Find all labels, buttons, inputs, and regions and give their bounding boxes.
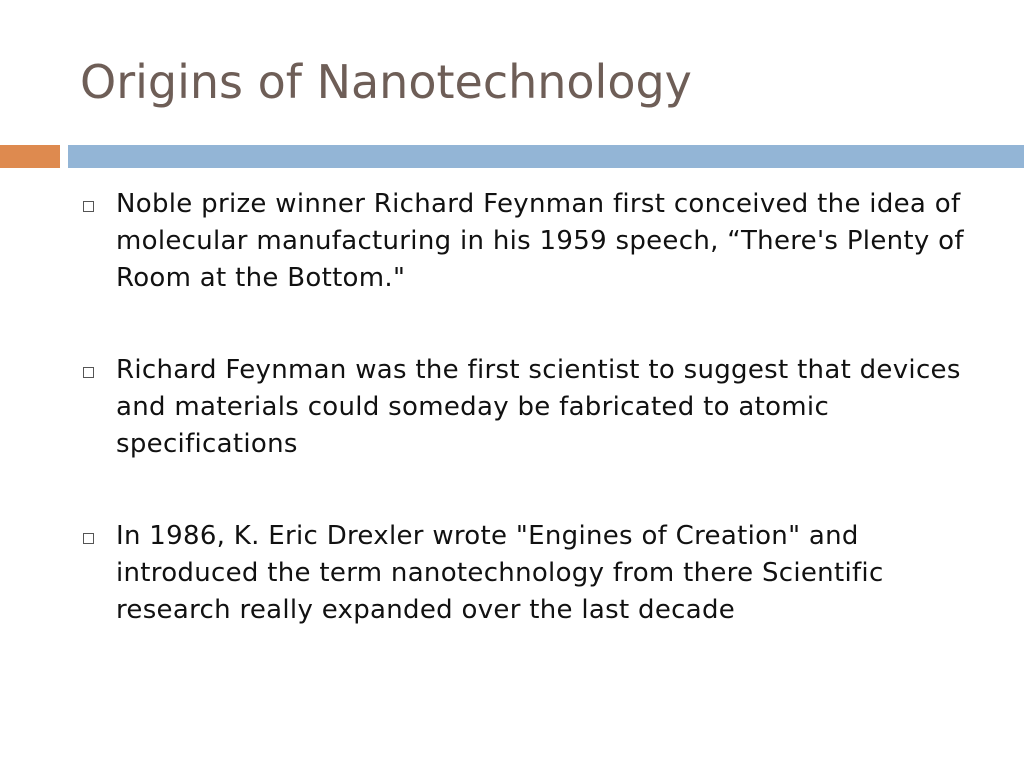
bullet-item — [80, 186, 980, 297]
bullet-list — [80, 186, 980, 684]
bullet-text: Noble prize winner Richard Feynman first conceived the idea of molecular manufacturing in his 1959 speech, “There's Plenty of Room at the Bottom." — [116, 189, 964, 293]
bullet-item — [80, 518, 980, 629]
square-bullet-icon — [83, 367, 94, 378]
accent-bar-blue — [68, 145, 1024, 168]
bullet-text: In 1986, K. Eric Drexler wrote "Engines of Creation" and introduced the term nanotechnology from there Scientific research really expanded over the last decade — [116, 521, 884, 625]
bullet-text: Richard Feynman was the first scientist to suggest that devices and materials could someday be fabricated to atomic specifications — [116, 355, 961, 459]
slide-title: Origins of Nanotechnology — [80, 55, 692, 109]
bullet-item — [80, 352, 980, 463]
square-bullet-icon — [83, 533, 94, 544]
accent-bar-orange — [0, 145, 60, 168]
square-bullet-icon — [83, 201, 94, 212]
